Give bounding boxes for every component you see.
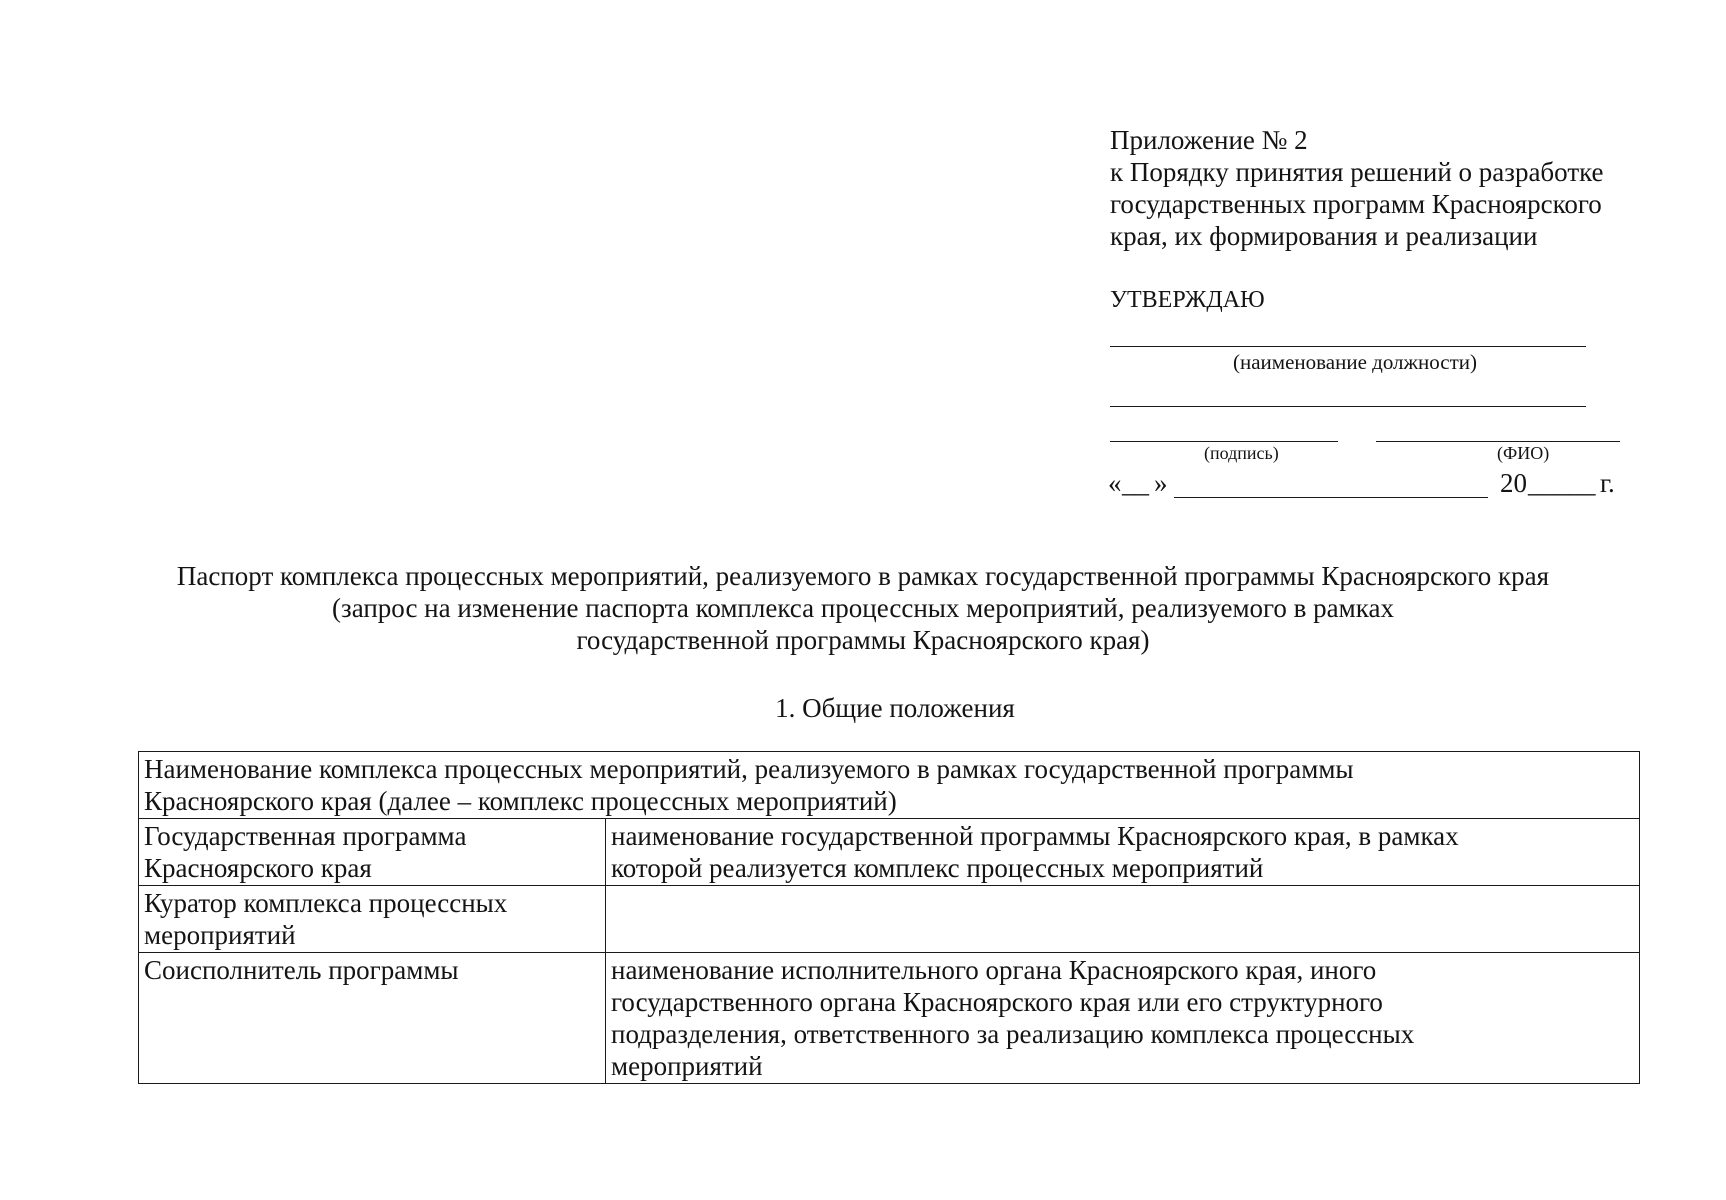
appendix-block <box>1110 124 1670 252</box>
header-line: Красноярского края (далее – комплекс процессных мероприятий) <box>144 786 897 816</box>
document-title <box>0 560 1726 656</box>
row-value-cell <box>606 819 1640 886</box>
row-value-line: наименование государственной программы Красноярского края, в рамках <box>611 821 1459 851</box>
row-value-line: подразделения, ответственного за реализацию комплекса процессных <box>611 1019 1415 1049</box>
date-month-line <box>1174 497 1488 498</box>
date-suffix: г. <box>1600 468 1615 498</box>
row-label-cell <box>139 886 606 953</box>
name-caption: (ФИО) <box>1497 443 1550 463</box>
date-year-blank: _____ <box>1528 468 1596 498</box>
row-label-line: Государственная программа <box>144 821 467 851</box>
appendix-line: края, их формирования и реализации <box>1110 221 1538 251</box>
row-label-cell <box>139 819 606 886</box>
row-value-line: наименование исполнительного органа Красноярского края, иного <box>611 955 1377 985</box>
approval-heading: УТВЕРЖДАЮ <box>1110 287 1265 313</box>
appendix-line: государственных программ Красноярского <box>1110 189 1602 219</box>
general-provisions-table <box>138 751 1640 1084</box>
date-day-blank: __ <box>1122 468 1149 498</box>
date-year-prefix: 20 <box>1500 468 1527 498</box>
appendix-line: к Порядку принятия решений о разработке <box>1110 157 1604 187</box>
row-value-line: которой реализуется комплекс процессных мероприятий <box>611 853 1264 883</box>
row-label-line: Красноярского края <box>144 853 372 883</box>
row-label-line: Соисполнитель программы <box>144 955 459 985</box>
position-line <box>1110 346 1586 347</box>
row-value-line: государственного органа Красноярского края или его структурного <box>611 987 1383 1017</box>
date-line <box>1108 466 1628 502</box>
row-label-line: мероприятий <box>144 920 296 950</box>
date-quote-close: » <box>1154 468 1168 498</box>
row-value-line: мероприятий <box>611 1051 763 1081</box>
row-value-cell <box>606 886 1640 953</box>
table-row <box>139 752 1640 819</box>
date-quote-open: « <box>1108 468 1122 498</box>
row-label-cell <box>139 953 606 1084</box>
table-row <box>139 953 1640 1084</box>
position-line-2 <box>1110 406 1586 407</box>
title-line: государственной программы Красноярского края) <box>576 625 1150 655</box>
row-value-cell <box>606 953 1640 1084</box>
title-line: Паспорт комплекса процессных мероприятий, реализуемого в рамках государственной программы Красноярского края <box>176 561 1550 591</box>
table-row <box>139 886 1640 953</box>
signature-caption: (подпись) <box>1204 443 1279 463</box>
section-title: 1. Общие положения <box>775 693 1015 723</box>
table-row <box>139 819 1640 886</box>
table-header-cell <box>139 752 1640 819</box>
appendix-number: Приложение № 2 <box>1110 125 1308 155</box>
row-label-line: Куратор комплекса процессных <box>144 888 508 918</box>
header-line: Наименование комплекса процессных мероприятий, реализуемого в рамках государственной программы <box>144 754 1354 784</box>
title-line: (запрос на изменение паспорта комплекса процессных мероприятий, реализуемого в рамках <box>332 593 1394 623</box>
position-caption: (наименование должности) <box>1233 350 1478 374</box>
